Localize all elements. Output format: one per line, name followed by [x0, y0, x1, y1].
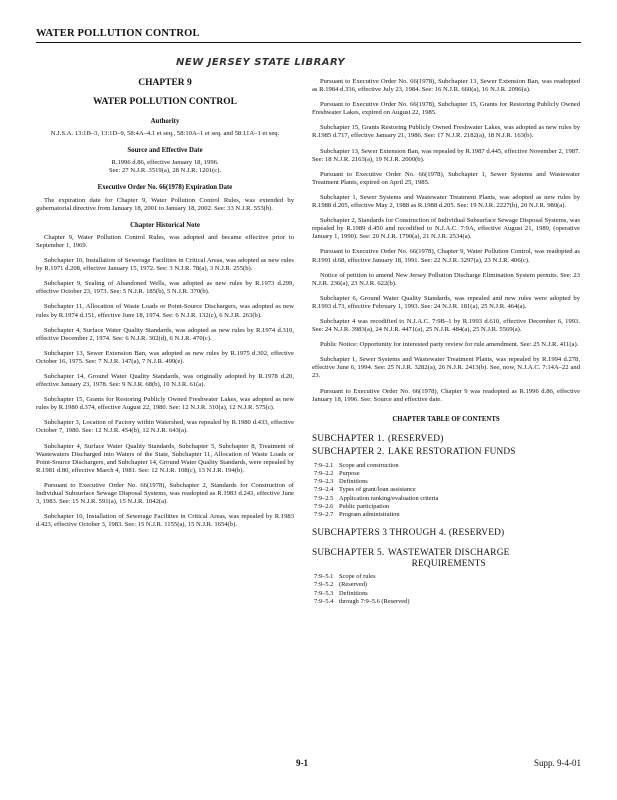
- toc-subchapter-5: [312, 548, 580, 569]
- source-line-1: R.1996 d.86, effective January 18, 1996.: [111, 159, 219, 167]
- right-column: [312, 78, 580, 606]
- section-number: 7:9–5.2: [314, 581, 334, 589]
- section-number: 7:9–5.4: [314, 597, 334, 605]
- section-number: 7:9–5.1: [314, 573, 334, 581]
- section-title: (Reserved): [339, 581, 368, 589]
- history-right-notes: [312, 78, 580, 404]
- section-title: Definitions: [339, 589, 368, 597]
- history-note: Subchapter 14, Ground Water Quality Standards, was originally adopted by R.1978 d.20, effective January 23, 1978. See: 9 N.J.R. 68(b), 10 N.J.R. 61(a).: [36, 372, 294, 389]
- history-note: Subchapter 10, Installation of Sewerage Facilities in Critical Areas, was adopted as new rules by R.1971 d.208, effective January 15, 1972. See: 3 N.J.R. 78(a), 3 N.J.R. 255(b).: [36, 257, 294, 273]
- section-title: Definitions: [339, 478, 368, 486]
- history-note: Subchapter 1, Sewer Systems and Wastewater Treatment Plants, was adopted as new rules by R.1988 d.205, effective May 2, 1988 as R.1988 d.205. See: 19 N.J.R. 2227(b), 20 N.J.R. 980(a).: [312, 193, 580, 210]
- history-note: Pursuant to Executive Order No. 66(1978), Subchapter 15, Grants for Restoring Publicly Owned Freshwater Lakes, expired on August 22, 1985.: [312, 101, 580, 117]
- section-title: Program administration: [339, 511, 400, 519]
- section-number: 7:9–2.3: [314, 478, 334, 486]
- history-note: Pursuant to Executive Order No. 66(1978), Chapter 9, Water Pollution Control, was readopted as R.1991 d.68, effective January 18, 1991. See: 22 N.J.R. 3297(a), 23 N.J.R. 406(c).: [312, 248, 580, 264]
- subchapter-title: (RESERVED): [388, 433, 444, 444]
- toc-item: [314, 511, 580, 519]
- history-note: Subchapter 13, Sewer Extension Ban, was adopted as new rules by R.1975 d.302, effective October 16, 1975. See: 7 N.J.R. 147(a), 7 N.J.R. 499(e).: [36, 349, 294, 365]
- toc-item: [314, 590, 580, 598]
- section-title: Application ranking/evaluation criteria: [339, 494, 439, 502]
- toc-item: [314, 462, 580, 470]
- section-title: Types of grant/loan assistance: [339, 486, 416, 494]
- section-title: Scope of rules: [339, 573, 376, 581]
- section-number: 7:9–2.5: [314, 494, 334, 502]
- chapter-label: CHAPTER 9: [138, 78, 192, 88]
- toc-item: [314, 598, 580, 606]
- toc-item: [314, 486, 580, 494]
- history-note: Subchapter 2, Standards for Construction of Individual Subsurface Sewage Disposal Systems, was repealed by R.1989 d.450 and recodified to N.J.A.C. 7:9A, effective August 21, 1989, (operative January 1, 1990). See: 20 N.J.R. 1790(a), 21 N.J.R. 2534(a).: [312, 217, 580, 241]
- history-note: Pursuant to Executive Order No. 66(1978), Subchapter 1, Sewer Systems and Wastewater Treatment Plants, expired on April 25, 1985.: [312, 170, 580, 186]
- history-note: Subchapter 15, Grants for Restoring Publicly Owned Freshwater Lakes, was adopted as new rules by R.1980 d.374, effective August 22, 1980. See: 12 N.J.R. 310(a), 12 N.J.R. 575(c).: [36, 396, 294, 412]
- history-note: Notice of petition to amend New Jersey Pollution Discharge Elimination System permits. See: 23 N.J.R. 236(a), 23 N.J.R. 622(b).: [312, 271, 580, 287]
- history-note: Pursuant to Executive Order No. 66(1978), Subchapter 13, Sewer Extension Ban, was readopted as R.1984 d.336, effective July 23, 1984. See: 16 N.J.R. 660(a), 16 N.J.R. 2096(a).: [312, 78, 580, 94]
- toc-title: CHAPTER TABLE OF CONTENTS: [392, 415, 500, 423]
- running-head: WATER POLLUTION CONTROL: [36, 28, 200, 39]
- toc-subchapter-5-items: [312, 573, 580, 606]
- toc-subchapter-1: [312, 434, 580, 445]
- library-stamp: NEW JERSEY STATE LIBRARY: [176, 57, 346, 68]
- subchapter-title: LAKE RESTORATION FUNDS: [388, 446, 516, 457]
- toc-item: [314, 503, 580, 511]
- history-note: Pursuant to Executive Order No. 66(1978), Chapter 9 was readopted as R.1996 d.86, effective January 18, 1996. See: Source and effective date.: [312, 387, 580, 403]
- history-note: Public Notice: Opportunity for interested party review for rule amendment. See: 25 N.J.R. 411(a).: [320, 341, 579, 349]
- expiration-heading: Executive Order No. 66(1978) Expiration Date: [97, 184, 233, 192]
- history-note: Subchapter 4 was recodified to N.J.A.C. 7:9B–1 by R.1993 d.610, effective December 6, 1993. See: 24 N.J.R. 3983(a), 24 N.J.R. 4471(a), 25 N.J.R. 484(a), 25 N.J.R. 5569(a).: [312, 317, 580, 334]
- subchapter-number: SUBCHAPTERS 3 THROUGH 4.: [312, 528, 447, 539]
- section-title: Purpose: [339, 470, 360, 478]
- history-note: Chapter 9, Water Pollution Control Rules, was adopted and became effective prior to September 1, 1969.: [36, 233, 294, 249]
- history-note: Subchapter 1, Sewer Systems and Wastewater Treatment Plants, was repealed by R.1994 d.278, effective June 6, 1994. See: 25 N.J.R. 3282(a), 26 N.J.R. 2413(b). See, now, N.J.A.C. 7:14A–22 and 23.: [312, 356, 580, 380]
- authority-heading: Authority: [150, 118, 180, 125]
- history-note: Subchapter 6, Ground Water Quality Standards, was repealed and new rules were adopted by R.1993 d.73, effective February 1, 1993. See: 24 N.J.R. 181(a), 25 N.J.R. 464(a).: [312, 294, 580, 310]
- section-number: 7:9–2.4: [314, 486, 334, 494]
- section-number: 7:9–2.1: [314, 461, 334, 469]
- section-title: Public participation: [339, 502, 390, 510]
- history-note: Subchapter 10, Installation of Sewerage Facilities in Critical Areas, was repealed by R.1983 d.423, effective October 3, 1983. See: 15 N.J.R. 1155(a), 15 N.J.R. 1654(b).: [36, 513, 294, 529]
- history-note: Subchapter 11, Allocation of Waste Loads or Point-Source Dischargers, was adopted as new rules by R.1974 d.151, effective June 18, 1974. See: 6 N.J.R. 132(c), 6 N.J.R. 263(b).: [36, 303, 294, 319]
- history-note: Subchapter 4, Surface Water Quality Standards, Subchapter 5, Subchapter 8, Treatment of Wastewaters Discharged into Waters of the State, Subchapter 11, Allocation of Waste Loads or Point-Source Dischargers, and Subchapter 14, Ground Water Quality Standards, were repealed by R.1981 d.80, effective March 4, 1981. See: 12 N.J.R. 108(c), 13 N.J.R. 194(b).: [36, 442, 294, 474]
- toc-subchapter-2: [312, 447, 580, 458]
- history-heading: Chapter Historical Note: [130, 221, 200, 229]
- toc-item: [314, 470, 580, 478]
- history-left-notes: [36, 234, 294, 530]
- subchapter-number: SUBCHAPTER 5.: [312, 548, 385, 559]
- section-number: 7:9–2.6: [314, 502, 334, 510]
- source-line-2: See: 27 N.J.R. 3519(a), 28 N.J.R. 1201(c).: [108, 167, 222, 175]
- subchapter-number: SUBCHAPTER 2.: [312, 446, 385, 457]
- subchapter-title: [388, 548, 510, 569]
- section-number: 7:9–2.7: [314, 511, 334, 519]
- chapter-title: WATER POLLUTION CONTROL: [93, 97, 237, 107]
- history-note: Pursuant to Executive Order No. 66(1978), Subchapter 2, Standards for Construction of Individual Subsurface Sewage Disposal Systems, was readopted as R.1983 d.243, effective June 3, 1983. See: 15 N.J.R. 591(a), 15 N.J.R. 1042(a).: [36, 481, 294, 506]
- toc-item: [314, 573, 580, 581]
- expiration-text: The expiration date for Chapter 9, Water Pollution Control Rules, was extended by gubernatorial directive from January 18, 2001 to January 18, 2002. See: 33 N.J.R. 553(b).: [36, 196, 294, 212]
- history-note: Subchapter 15, Grants Restoring Publicly Owned Freshwater Lakes, was adopted as new rules by R.1985 d.717, effective January 21, 1986. See: 17 N.J.R. 2182(a), 18 N.J.R. 163(b).: [312, 124, 580, 140]
- subchapter-title-line-2: REQUIREMENTS: [411, 558, 486, 569]
- subchapter-number: SUBCHAPTER 1.: [312, 433, 385, 444]
- section-title: Scope and construction: [339, 461, 399, 469]
- toc-item: [314, 581, 580, 589]
- history-note: Subchapter 3, Location of Factory within Watershed, was repealed by R.1980 d.433, effective October 7, 1980. See: 12 N.J.R. 454(b), 12 N.J.R. 643(a).: [36, 419, 294, 435]
- source-heading: Source and Effective Date: [127, 147, 203, 155]
- header-rule: [36, 42, 581, 43]
- history-note: Subchapter 9, Sealing of Abandoned Wells, was adopted as new rules by R.1973 d.299, effective October 23, 1973. See: 5 N.J.R. 185(b), 5 N.J.R. 370(b).: [36, 280, 294, 296]
- subchapter-title: (RESERVED): [448, 528, 505, 539]
- history-note: Subchapter 4, Surface Water Quality Standards, was adopted as new rules by R.1974 d.310, effective December 2, 1974. See: 6 N.J.R. 302(d), 6 N.J.R. 470(c).: [36, 326, 294, 342]
- section-title: through 7:9–5.6 (Reserved): [339, 597, 410, 605]
- history-note: Subchapter 13, Sewer Extension Ban, was repealed by R.1987 d.445, effective November 2, 1987. See: 18 N.J.R. 2163(a), 19 N.J.R. 2000(b).: [312, 147, 580, 163]
- page-number: 9-1: [296, 758, 308, 768]
- toc-subchapter-2-items: [312, 462, 580, 519]
- section-number: 7:9–2.2: [314, 470, 334, 478]
- toc-item: [314, 478, 580, 486]
- subchapter-title-line-1: WASTEWATER DISCHARGE: [388, 548, 510, 559]
- toc-item: [314, 495, 580, 503]
- left-column: [36, 78, 294, 536]
- section-number: 7:9–5.3: [314, 589, 334, 597]
- authority-text: N.J.S.A. 13:1B–3, 13:1D–9, 58:4A–4.1 et seq., 58:10A–1 et seq. and 58:11A–1 et seq.: [50, 130, 280, 138]
- toc-subchapters-3-4: [312, 528, 580, 539]
- supplement-date: Supp. 9-4-01: [534, 758, 581, 768]
